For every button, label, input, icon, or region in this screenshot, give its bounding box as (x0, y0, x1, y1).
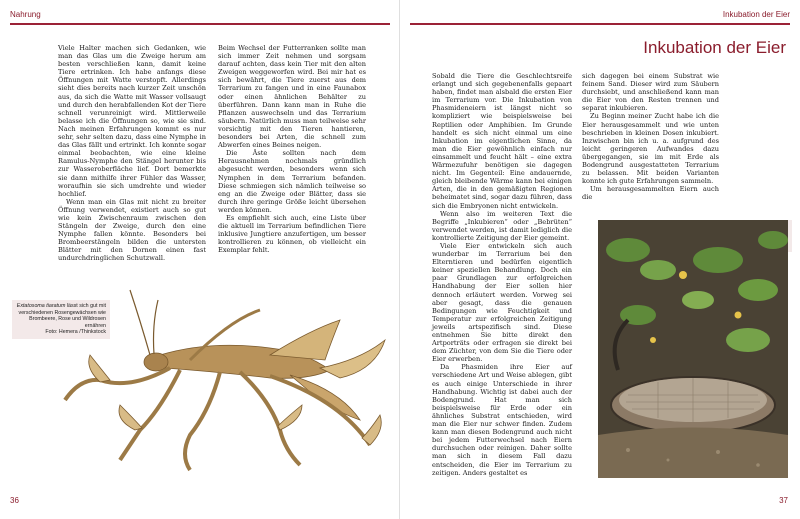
paragraph: Um herausgesammelten Eiern auch die (582, 185, 719, 202)
paragraph: Es empfiehlt sich auch, eine Liste über die aktuell im Terrarium befindlichen Tiere inklusive Jungtiere anzufertigen, um besser kontrollieren zu können, ob vielleicht ein Exemplar fehlt. (218, 213, 366, 255)
right-column-1 (432, 72, 572, 477)
caption-text: lässt sich gut mit verschiedenen Rosengewächsen wie Brombeere, Rose und Wildrosen ernähren (18, 303, 106, 329)
terrarium-sieve-photo (598, 220, 788, 478)
page-number-right: 37 (779, 496, 788, 505)
paragraph: Beim Wechsel der Futterranken sollte man sich immer Zeit nehmen und sorgsam darauf achten, dass kein Tier mit den alten Zweigen weggeworfen wird. Bei mir hat es sich bewährt, die Tiere zuerst aus dem Terrarium zu fangen und in eine Faunabox oder einen ähnlichen Behälter zu überführen. Dann kann man in Ruhe die Pflanzen auswechseln und das Terrarium säubern. Natürlich muss man teilweise sehr vorsichtig mit den Tieren hantieren, besonders bei Arten, die schnell zum Abwerfen eines Beines neigen. (218, 44, 366, 150)
paragraph: Viele Halter machen sich Gedanken, wie man das Glas um die Zweige herum am besten verschließen kann, damit keine Tiere ertrinken. Ich habe anfangs diese Öffnungen mit Watte verstopft. Allerdings sieht dies bereits nach kurzer Zeit unschön aus, da sich die Watte mit Wasser vollsaugt und durch den herabfallenden Kot der Tiere schnell verunreinigt wird. Mittlerweile belasse ich die Öffnungen so, wie sie sind. Nach meinen Erfahrungen kommt es nur sehr, sehr selten dazu, dass eine Nymphe in das Glas fällt und ertrinkt. Ich konnte sogar einmal beobachten, wie eine kleine Ramulus-Nymphe den Stängel herunter bis zur Wasseroberfläche lief. Dort bemerkte sie dann mithilfe ihrer Fühler das Wasser, woraufhin sie sich umdrehte und wieder hochlief. (58, 44, 206, 198)
running-head-left: Nahrung (10, 10, 41, 19)
right-column-2 (582, 72, 719, 202)
header-rule-left (10, 23, 390, 25)
photo-credit: Foto: Hemera /Thinkstock (45, 329, 106, 336)
left-column-1 (58, 44, 206, 263)
paragraph: Zu Beginn meiner Zucht habe ich die Eier herausgesammelt und wie unten beschrieben in kleinen Dosen inkubiert. Inzwischen bin ich u. a. aufgrund des leicht geringeren Aufwandes dazu übergegangen, sie im mit Erde als Bodengrund ausgestatteten Terrarium zu belassen. Mit beiden Varianten konnte ich gute Erfahrungen sammeln. (582, 112, 719, 186)
chapter-title: Inkubation der Eier (643, 38, 786, 57)
paragraph: Die Äste sollten nach dem Herausnehmen nochmals gründlich abgesucht werden, besonders wenn sich Nymphen in dem Terrarium befanden. Diese schmiegen sich nämlich teilweise so eng an die Zweige oder Blätter, dass sie durch ihre geringe Größe leicht übersehen werden können. (218, 149, 366, 214)
caption-species: Extatosoma tiaratum (16, 303, 66, 309)
paragraph: Wenn man ein Glas mit nicht zu breiter Öffnung verwendet, existiert auch so gut wie kein Zwischenraum zwischen den Stängeln der Zweige, durch den eine Nymphe fallen könnte. Besonders bei Brombeerstängeln bilden die untersten Blätter mit den Dornen einen fast undurchdringlichen Schutzwall. (58, 197, 206, 263)
page-number-left: 36 (10, 496, 19, 505)
paragraph: Sobald die Tiere die Geschlechtsreife erlangt und sich gegebenenfalls gepaart haben, findet man alsbald die ersten Eier im Terrarium vor. Die Inkubation von Phasmideneiern ist längst nicht so kompliziert wie beispielsweise bei Reptilien oder Amphibien. Im Grunde handelt es sich nicht einmal um eine Inkubation im eigentlichen Sinne, da man die Eier gewöhnlich einfach nur einsammelt und feucht hält – eine extra Wärmezufuhr benötigen sie dagegen nicht. Im Gegenteil: Eine andauernde, gleich bleibende Wärme kann bei einigen Arten, die in den gemäßigten Regionen beheimatet sind, sogar dazu führen, dass sich die Embryonen nicht entwickeln. (432, 72, 572, 210)
paragraph: Wenn also im weiteren Text die Begriffe „Inkubieren“ oder „Bebrüten“ verwendet werden, ist damit lediglich die kontrollierte Zeitigung der Eier gemeint. (432, 209, 572, 242)
paragraph: Da Phasmiden ihre Eier auf verschiedene Art und Weise ablegen, gibt es auch einige Unterschiede in ihrer Handhabung. Wichtig ist dabei auch der Bodengrund. Hat man sich beispielsweise für Erde oder ein ähnliches Substrat entschieden, wird man die Eier nur schwer finden. Zudem kann man diesen Bodengrund auch nicht bei jedem Futterwechsel nach Eiern durchsuchen oder reinigen. Daher sollte man sich in diesem Fall dazu entscheiden, die Eier im Terrarium zu zeitigen. Anders gestaltet es (432, 363, 572, 477)
left-column-2 (218, 44, 366, 254)
header-rule-right (410, 23, 790, 25)
stick-insect-photo (40, 260, 400, 480)
right-page (400, 0, 800, 519)
paragraph: sich dagegen bei einem Substrat wie feinem Sand. Dieser wird zum Säubern durchsiebt, und anschließend kann man die Eier von den Resten trennen und separat inkubieren. (582, 72, 719, 113)
paragraph: Viele Eier entwickeln sich auch wunderbar im Terrarium bei den Elterntieren und bedürfen eigentlich keiner speziellen Behandlung. Doch ein paar Grundlagen zur erfolgreichen Handhabung der Eier sollen hier dennoch erläutert werden. Vorweg sei aber gesagt, dass die genauen Bedingungen wie Feuchtigkeit und Temperatur zur erfolgreichen Zeitigung jeweils artspezifisch sind. Diese entnehmen Sie bitte direkt den Artporträts oder erfragen sie direkt bei dem Züchter, von dem Sie die Tiere oder Eier erwerben. (432, 241, 572, 364)
running-head-right: Inkubation der Eier (722, 10, 790, 19)
